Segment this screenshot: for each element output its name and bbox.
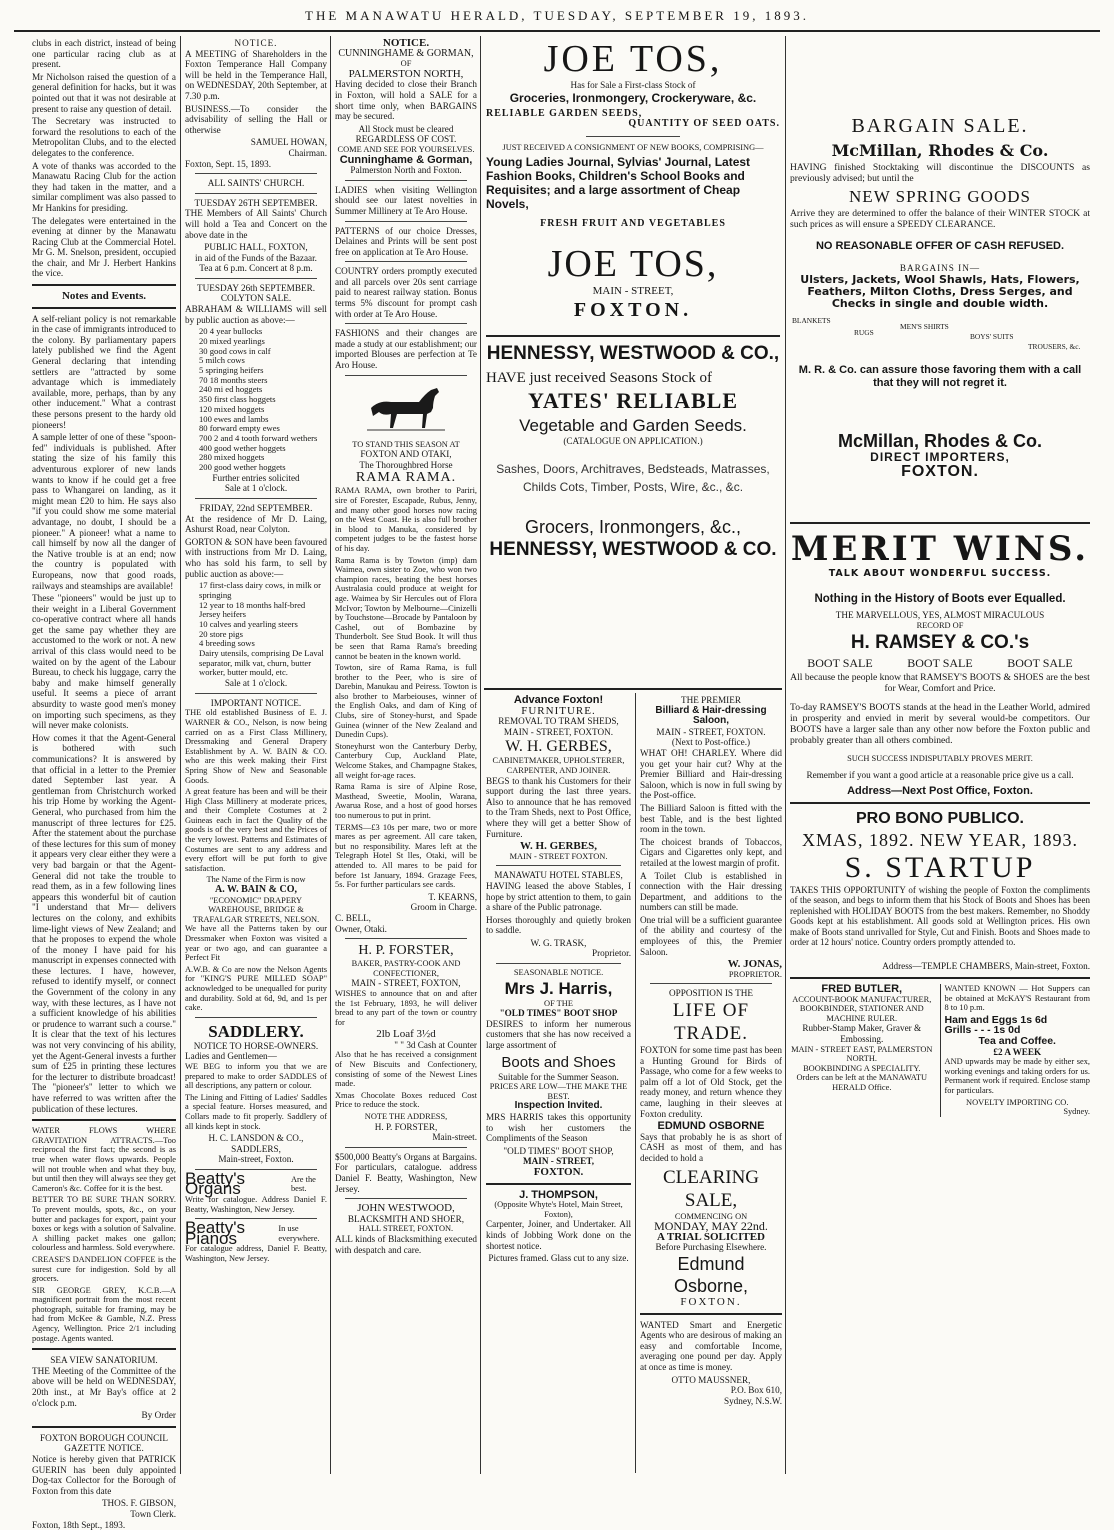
ad-heading: NOTICE. [234,38,278,48]
ad-heading: Edmund Osborne, [673,1253,749,1296]
ad-text: (Next to Post-office.) [671,737,751,748]
list-item: 5 milch cows [199,355,245,366]
list-item: 5 springing heifers [199,365,264,376]
ad-text: Xmas Chocolate Boxes reduced Cost Price to reduce the stock. [335,1090,477,1110]
organs-ad [185,1168,327,1199]
ad-text: The Name of the Firm is now [206,875,306,885]
ad-text: TO STAND THIS SEASON AT [352,439,460,449]
boot-sale-label: BOOT SALE [807,655,873,670]
butler-ad [790,984,934,1117]
boot-sale-row [790,655,1090,670]
ad-text: WANTED KNOWN — Hot Suppers can be obtained at McKAY'S Restaurant from 8 to 10 p.m. [944,983,1090,1013]
article-paragraph: The delegates were entertained in the evening at dinner by the Manawatu Racing Club at the Commercial Hotel. Mr G. M. Snelson, president, occupied the chair, and Mr J. Herbert Hankins the vice. [32,215,176,279]
column-divider [785,36,786,1474]
ad-text: Towton, sire of Rama Rama, is full brother to the Peer, who is sire of Darebin, Manukau and Peiress. Towton is also brother to Marbeiouses, winner of the English Oaks, and dam of King of Clubs, sire of Stoney-hurst, and Spade Guinea (winner of the New Zealand and Dunedin Cups). [335,663,477,740]
ad-text: COMMENCING ON [674,1211,748,1221]
ad-heading: BARGAIN SALE. [851,115,1029,137]
ad-subheading: TALK ABOUT WONDERFUL SUCCESS. [828,568,1052,580]
ad-signature: C. BELL, [335,912,371,923]
price-line: Ham and Eggs 1s 6d [944,1013,1048,1026]
ad-heading: CUNNINGHAME & GORMAN, [338,47,474,59]
list-item: 20 mixed yearlings [199,335,265,346]
ad-text: WE BEG to inform you that we are prepared to make to order SADDLES of all descriptions, any pattern or colour. [185,1061,327,1091]
ad-text: OF THE [544,998,573,1008]
ad-text: Sale at 1 o'clock. [224,483,288,494]
ad-date: Foxton, 18th Sept., 1893. [32,1519,126,1530]
ad-text: Arrive they are determined to offer the balance of their WINTER STOCK at such prices as will ensure a SPEEDY CLEARANCE. [790,208,1090,230]
ad-text: Sashes, Doors, Architraves, Bedsteads, Matrasses, Childs Cots, Timber, Posts, Wire, &c., &c. [496,462,770,495]
list-item: 70 18 months steers [199,374,268,385]
ad-text: FOXTON. [533,1165,584,1178]
ad-subheading: FURNITURE. [521,704,596,717]
ad-tagline: Are the best. [290,1174,316,1194]
stock-list [185,327,327,473]
pianos-ad [185,1218,327,1248]
ad-signature: Main-street, Foxton. [218,1154,294,1165]
ad-text: NOTE THE ADDRESS, [364,1112,448,1122]
stock-list [185,581,327,678]
ad-signature: H. P. FORSTER, [374,1121,438,1132]
ad-heading: J. THOMPSON, [519,1188,598,1201]
ad-signature: PROPRIETOR. [728,969,782,979]
ad-text: Before Purchasing Elsewhere. [655,1242,767,1253]
column-divider [480,36,481,1474]
ad-heading: SEA VIEW SANATORIUM. [50,1355,158,1366]
ad-heading: JOHN WESTWOOD, [357,1202,455,1215]
column-1 [32,38,176,1530]
article-paragraph: Mr Nicholson raised the question of a general definition for hacks, but it was pointed out that it was not desirable at present to raise any question of detail. [32,71,176,114]
ad-subheading: TUESDAY 26TH SEPTEMBER. [194,197,318,208]
ad-heading: LIFE OF TRADE. [672,1000,750,1045]
ad-text: PUBLIC HALL, FOXTON, [204,242,308,253]
ad-text: TERMS—£3 10s per mare, two or more mares as per agreement. All care taken, but no responsibility. Mares left at the Telegraph Hotel St lles, Otaki, will be attended to. All mares to be paid for before 1st January, 1894. Grazage Fees, 5s. For further particulars see cards. [335,822,477,890]
ad-text: Ladies and Gentlemen— [185,1051,277,1062]
ad-heading: FRED BUTLER, [821,982,903,995]
ad-signature: W. JONAS, [727,958,782,971]
ad-heading: H. RAMSEY & CO.'s [850,631,1030,653]
ad-signature: Sydney. [1063,1107,1090,1117]
ad-text: Tea at 6 p.m. Concert at 8 p.m. [199,263,313,274]
ad-heading: PALMERSTON NORTH, [348,67,464,80]
column-5 [640,695,782,1470]
ad-text: RAMA RAMA, own brother to Pariri, sire of Forester, Escapade, Rubus, Jenny, and many other good horses now racing on the West Coast. He is also full brother in blood to Manuka, considered by competent judges to be the fastest horse of his day. [335,486,477,553]
ad-heading: RAMA RAMA. [355,470,457,486]
list-item: 350 first class hoggets [199,394,276,405]
ad-text: Has for Sale a First-class Stock of [570,80,696,90]
ad-heading: A. W. BAIN & CO, [215,884,297,896]
ad-text: OF [400,59,412,69]
list-item: MEN'S SHIRTS [900,321,949,331]
ad-subheading: NOTICE TO HORSE-OWNERS. [193,1040,319,1051]
ad-heading: Beatty's Organs [185,1168,245,1199]
ad-heading: NEW SPRING GOODS [849,187,1031,206]
ad-heading: HENNESSY, WESTWOOD & CO., [486,342,780,364]
article-paragraph: A sample letter of one of these "spoon-fed" individuals is published. After stating the size of his family this adventurous explorer of new lands wants to know if he could get a free pass to Whangarei on landing, as it might mean £20 to him. He says also "if you could show me some material advantage, no doubt, I should be a pioneer." A pioneer! what a name to call himself by now all the danger of the Native trouble is at an end; now the country is populated with Europeans, now that good roads, railways and steamships are available! [32,432,176,591]
list-item: TROUSERS, &c. [1028,341,1081,351]
section-rule [484,688,782,690]
ad-heading: PRO BONO PUBLICO. [855,809,1024,827]
ad-signature: MAIN - STREET FOXTON. [509,851,608,861]
ad-text: HAVE just received Seasons Stock of [486,369,712,386]
ad-text: BOOKBINDING A SPECIALITY. [803,1063,921,1073]
ad-text: Rama Rama is sire of Alpine Rose, Masthead, Sweetie, Moolin, Warana, Awarua Rose, and a host of good horses too numerous to put in print. [335,782,477,820]
ad-text: ABRAHAM & WILLIAMS will sell by public auction as above:— [185,304,327,325]
ad-heading: JOE TOS, [547,242,719,285]
ad-text: REMOVAL TO TRAM SHEDS, MAIN - STREET, FOXTON. [498,716,619,737]
masthead: THE MANAWATU HERALD, TUESDAY, SEPTEMBER 19, 1893. [305,8,809,23]
ad-subheading: FRIDAY, 22nd SEPTEMBER. [199,502,313,513]
horse-icon [361,382,451,434]
column-divider [635,693,636,1473]
ad-text: HAVING finished Stocktaking will discontinue the DISCOUNTS as previously advised; but until the [790,162,1090,184]
ad-heading: Advance Foxton! [513,694,604,706]
ad-heading: Mrs J. Harris, [504,978,613,998]
ad-text: $500,000 Beatty's Organs at Bargains. For particulars, catalogue. address Daniel F. Beatty, Washington, New Jersey. [335,1151,477,1194]
ad-text: One trial will be a sufficient guarantee of the ability and courtesy of the employees of this, the Premier Saloon. [640,914,782,957]
ad-text: Horses thoroughly and quietly broken to saddle. [486,914,631,936]
ad-text: ACCOUNT-BOOK MANUFACTURER, BOOKBINDER, STATIONER AND MACHINE RULER. [792,994,932,1023]
restaurant-ad [940,984,1090,1117]
ad-text: All because the people know that RAMSEY'S BOOTS & SHOES are the best for Wear, Comfort and Price. [790,672,1090,695]
ad-heading: Groceries, Ironmongery, Crockeryware, &c. [509,90,757,105]
ad-text: Sale at 1 o'clock. [224,678,288,689]
list-item: 20 4 year bullocks [199,326,263,337]
ad-text: THE MARVELLOUS, YES, ALMOST MIRACULOUS [835,610,1045,621]
ad-text: ALL kinds of Blacksmithing executed with despatch and care. [335,1233,477,1255]
ad-heading: Vegetable and Garden Seeds. [519,415,747,435]
list-item: 80 forward empty ewes [199,423,280,434]
ad-heading: W. H. GERBES, [505,738,612,756]
ad-text: DIRECT IMPORTERS, [870,449,1010,464]
list-item: 4 breeding sows [199,638,255,649]
ad-text: (Opposite Whyte's Hotel, Main Street, Foxton), [494,1200,623,1219]
ad-text: Pictures framed. Glass cut to any size. [488,1253,629,1264]
list-item: BOYS' SUITS [970,331,1014,341]
price-line: Tea and Coffee. [978,1034,1056,1047]
price-line: " " 3d Cash at Counter [394,1039,477,1050]
ad-text: For catalogue address, Daniel F. Beatty, Washington, New Jersey. [185,1244,327,1264]
ad-heading: FOXTON. [901,463,979,481]
ad-heading: CLEARING SALE, [662,1166,760,1211]
ad-text: QUANTITY OF SEED OATS. [628,118,780,130]
ad-subheading: GAZETTE NOTICE. [64,1443,144,1454]
ad-text: (CATALOGUE ON APPLICATION.) [563,435,703,446]
ad-text: A great feature has been and will be their High Class Millinery at moderate prices, and their Complete Costumes at 2 Guineas each in fact the Quality of the goods is of the very best and the Prices of the very lowest. Patterns and Estimates of Costumes are sent to any address and every effort will be put forth to give satisfaction. [185,787,327,873]
ad-text: WANTED Smart and Energetic Agents who are desirous of making an easy and comfortable Income, averaging one pound per day. Apply at once as time is money. [640,1319,782,1372]
ad-text: A MEETING of Shareholders in the Foxton Temperance Hall Company will be held in the Temperance Hall, on WEDNESDAY, 20th September, at 7.30 p.m. [185,48,327,101]
wide-column [486,38,780,688]
ad-text: HALL STREET, FOXTON. [358,1224,454,1234]
ad-signature: OTTO MAUSSNER, [671,1374,751,1385]
ad-text: To-day RAMSEY'S BOOTS stands at the head in the Leather World, admired in prosperity and envied in merit by several would-be competitors. Our BOOTS have a larger sale than any other now before the Foxton public and probably greater than all others combined. [790,702,1090,747]
ad-text: WHAT OH! CHARLEY. Where did you get your hair cut? Why at the Premier Billiard and Hair-dressing Saloon, which is now in full swing by the Post-office. [640,747,782,801]
ad-text: GORTON & SON have been favoured with instructions from Mr D. Laing, who has sold his farm, to sell by public auction as above:— [185,536,327,579]
ad-text: A.W.B. & Co are now the Nelson Agents for "KING'S PURE MILLED SOAP" acknowledged to be unequalled for purity and durability. Sold at 6d, 9d, and 1s per cake. [185,964,327,1013]
boot-sale-label: BOOT SALE [1007,655,1073,670]
article-paragraph: clubs in each district, instead of being one particular racing club as at present. [32,38,176,70]
ad-text: A Toilet Club is established in connection with the Hair dressing Department, and additions to the numbers can still be made. [640,870,782,913]
ad-subheading: SEASONABLE NOTICE. [513,968,604,978]
list-item: BLANKETS [792,315,831,325]
ad-text: THE Meeting of the Committee of the above will be held on WEDNESDAY, 20th inst., at Mr Bay's office at 2 o'clock p.m. [32,1365,176,1408]
ad-signature: Main-street. [432,1132,477,1143]
ad-text: LADIES when visiting Wellington should see our latest novelties in Summer Millinery at Te Aro House. [335,184,477,216]
column-3 [335,38,477,1472]
list-item: 30 good cows in calf [199,345,271,356]
list-item: 200 good wether hoggets [199,462,286,473]
ad-text: RELIABLE GARDEN SEEDS, [486,107,643,119]
list-item: 20 store pigs [199,628,243,639]
ad-text: All Stock must be cleared REGARDLESS OF COST. [355,123,457,145]
ad-text: FRESH FRUIT AND VEGETABLES [540,218,726,230]
ad-text: Also that he has received a consignment of New Biscuits and Confectionery, consisting of some of the Newest Lines made. [335,1050,477,1089]
ad-signature: Sydney, N.S.W. [723,1395,782,1406]
ad-heading: Inspection Invited. [514,1100,603,1112]
ad-text: FOXTON for some time past has been a Hunting Ground for Birds of Passage, who come for a few weeks to palm off a lot of Old Stock, get the ready money, and return whence they came, laughing in their sleeves at Foxton credulity. [640,1045,782,1119]
ad-signature: THOS. F. GIBSON, [101,1498,176,1509]
small-advertisement: BETTER TO BE SURE THAN SORRY. To prevent moulds, spots, &c., on your butter and packages for export, paint your boxes or kegs with a solution of Salvaline. A shilling packet makes one gallon; colourless and harmless. Sold everywhere. [32,1195,176,1253]
ad-heading: £2 A WEEK [993,1046,1042,1057]
small-advertisement: WATER FLOWS WHERE GRAVITATION ATTRACTS.—Too reciprocal the first fact; the second is as true when water flows upwards. People will not trouble when and what they buy, but until then they will always see they get Cameron's &c. Coffee for it is the best. [32,1126,176,1193]
ad-heading: Nothing in the History of Boots ever Equalled. [814,592,1066,605]
ad-text: Carpenter, Joiner, and Undertaker. All kinds of Jobbing Work done on the shortest notice. [486,1219,631,1251]
ad-text: PRICES ARE LOW—THE MAKE THE BEST. [489,1082,628,1101]
price-line: 2lb Loaf 3½d [376,1028,436,1041]
ad-text: FASHIONS and their changes are made a study at our establishment; our imported Blouses are perfection at Te Aro House. [335,328,477,371]
ad-text: COME AND SEE FOR YOURSELVES. [337,144,475,154]
ad-text: BEGS to thank his Customers for their support during the last three years. Also to announce that he has removed to the Tram Sheds, next to Post Office, where they will get a better Show of Furniture. [486,775,631,839]
section-title: Notes and Events. [61,290,147,303]
ad-text: Rama Rama is by Towton (imp) dam Waimea, own sister to Zoe, who won two champion races, beating the best horses Australasia could produce at weight for age. Waimea by Sir Hercules out of Flora McIvor; Towton by Melbourne—Cinizelli by Touchstone—Brocade by Pantaloon by Cashel, out of Bombazine by Thunderbolt. See Stud Book. It will thus be seen that Rama Rama's breeding cannot be beaten in the known world. [335,555,477,661]
small-advertisement: SIR GEORGE GREY, K.C.B.—A magnificent portrait from the most recent photograph, suitable for framing, may be had from McKee & Gamble, N.Z. Press Agency, Wellington. Price 2/1 including postage. Agents wanted. [32,1285,176,1343]
ad-text: RECORD OF [916,620,964,630]
ad-text: MAIN - STREET EAST, PALMERSTON NORTH. [791,1044,933,1064]
ad-text: Notice is hereby given that PATRICK GUERIN has been duly appointed Dog-tax Collector for the Borough of Foxton from this date [32,1454,176,1496]
goods-list [790,316,1090,364]
ad-text: BUSINESS.—To consider the advisability of selling the Hall or otherwise [185,103,327,135]
ad-signature: Town Clerk. [130,1508,176,1519]
ad-heading: A TRIAL SOLICITED [656,1230,765,1243]
ad-subheading: OPPOSITION IS THE [668,988,754,999]
column-divider [330,36,331,1474]
ad-text: MAIN - STREET, [522,1156,595,1167]
ad-date: Foxton, Sept. 15, 1893. [185,158,272,169]
ad-heading: ALL SAINTS' CHURCH. [207,178,305,189]
ad-heading: McMillan, Rhodes & Co. [831,141,1049,160]
ad-heading: YATES' RELIABLE [527,387,739,413]
ad-text: Rubber-Stamp Maker, Graver & Embossing. [802,1023,922,1044]
list-item: 12 year to 18 months half-bred Jersey heifers [199,599,306,620]
ad-heading: Boots and Shoes [501,1053,616,1071]
ad-text: Ulsters, Jackets, Wool Shawls, Hats, Flowers, Feathers, Milton Cloths, Dress Serges, and Checks in single and double width. [800,272,1080,310]
ad-text: At the residence of Mr D. Laing, Ashurst Road, near Colyton. [185,513,327,535]
ad-text: FOXTON AND OTAKI, [360,449,452,460]
list-item: 100 ewes and lambs [199,413,269,424]
ad-text: BARGAINS IN— [899,263,981,273]
ad-heading: FOXTON. [573,298,693,321]
price-line: Grills - - - 1s 0d [944,1024,1021,1037]
ad-signature: W. H. GERBES, [520,840,597,853]
ad-text: The Billiard Saloon is fitted with the best Table, and is the best lighted room in the town. [640,802,782,835]
ad-heading: Beatty's Pianos [185,1218,245,1248]
column-6 [790,38,1090,1472]
ad-text: M. R. & Co. can assure those favoring them with a call that they will not regret it. [798,363,1082,389]
ad-heading: "OLD TIMES" BOOT SHOP [499,1008,618,1019]
ad-text: MAIN - STREET, FOXTON. [656,726,766,737]
bottom-ads [790,984,1090,1117]
ad-heading: XMAS, 1892. NEW YEAR, 1893. [801,829,1078,850]
ad-heading: H. P. FORSTER, [358,943,454,959]
ad-heading: S. STARTUP [844,850,1036,884]
ad-text: FOXTON. [680,1295,742,1308]
ad-text: THE Members of All Saints' Church will hold a Tea and Concert on the above date in the [185,208,327,240]
column-2 [185,38,327,1472]
ad-text: Address—Next Post Office, Foxton. [847,785,1033,798]
ad-tagline: In use everywhere. [278,1224,320,1243]
top-rule [14,30,1100,32]
ad-signature: SADDLERS, [231,1143,281,1154]
ad-signature: Chairman. [288,147,327,158]
ad-heading: MERIT WINS. [790,529,1090,570]
article-paragraph: The Secretary was instructed to forward the resolutions to each of the Metropolitan Clubs, and to the elected delegates to the conference. [32,116,176,158]
column-divider [180,36,181,1474]
ad-heading: HENNESSY, WESTWOOD & CO. [489,539,777,561]
ad-text: The Lining and Fitting of Ladies' Saddles a special feature. Horses measured, and Collars made to fit properly. Saddlery of all kinds kept in stock. [185,1092,327,1131]
ad-heading: EDMUND OSBORNE [657,1120,765,1133]
ad-text: The Thoroughbred Horse [359,459,453,470]
ad-text: PATTERNS of our choice Dresses, Delaines and Prints will be sent post free on application at Te Aro House. [335,225,477,257]
ad-heading: JOE TOS, [543,38,723,80]
ad-heading: Cunninghame & Gorman, [339,153,473,166]
column-4 [486,695,631,1470]
ad-text: CABINETMAKER, UPHOLSTERER, CARPENTER, AND JOINER. [492,756,625,775]
list-item: 17 first-class dairy cows, in milk or springing [199,580,321,600]
ad-text: Orders can be left at the MANAWATU HERALD Office. [796,1073,927,1092]
ad-signature: Proprietor. [591,948,631,959]
ad-text: DESIRES to inform her numerous customers that she has now received a large assortment of [486,1018,631,1051]
list-item: 700 2 and 4 tooth forward wethers [199,432,318,443]
ad-text: THE PREMIER [681,695,741,705]
article-paragraph: How comes it that the Agent-General is bothered with such communications? It is answered by that official in a letter to the Premier dated September last year. A gentleman from Christchurch worked his trip Home by working the Agent-General, who purchased from him the manuscript of three lectures for £25. After the statement about the purchase of these lectures for this sum of money it appears very clear either they were a very bad bargain or that the Agent-General did not take the trouble to read them, as in a few following lines appears this wonderful bit of caution "I understand that Mr— delivers lectures on the colony, and exhibits lime-light views of New Zealand; and that he proposes to expend the whole of the money I have paid for his manuscript in expenses connected with these lectures. I have, however, refused to identify myself, or connect the Government of the colony in any way, with these lectures, as I have not a sufficient knowledge of his abilities or prudence to warrant such a course." It is clear that the text of his lectures was not very convincing of his ability, yet the Agent-General invests a further sum of £25 in printing these lectures for the lecturer to distribute broadcast! The "pioneer's" letter to which we have referred to was written after the publication of these lectures. [32,732,176,1114]
ad-heading: Grocers, Ironmongers, &c., [524,517,742,538]
ad-heading: NO REASONABLE OFFER OF CASH REFUSED. [815,240,1065,252]
ad-text: JUST RECEIVED A CONSIGNMENT OF NEW BOOKS, COMPRISING— [502,142,764,152]
ad-signature: Groom in Charge. [410,902,477,913]
small-advertisement: CREASE'S DANDELION COFFEE is the surest cure for indigestion. Sold by all grocers. [32,1254,176,1284]
list-item: RUGS [854,327,874,337]
ad-text: HAVING leased the above Stables, I hope by strict attention to them, to gain a share of the Public patronage. [486,880,631,913]
ad-heading: McMillan, Rhodes & Co. [837,430,1042,451]
ad-heading: SADDLERY. [208,1021,304,1041]
ad-text: SUCH SUCCESS INDISPUTABLY PROVES MERIT. [847,754,1033,764]
ad-subheading: BAKER, PASTRY-COOK AND CONFECTIONER, [351,959,461,978]
ad-heading: IMPORTANT NOTICE. [210,697,302,708]
boot-sale-label: BOOT SALE [907,655,973,670]
ad-heading: MONDAY, MAY 22nd. [654,1219,768,1234]
ad-text: Address—TEMPLE CHAMBERS, Main-street, Foxton. [882,961,1090,972]
article-paragraph: A self-reliant policy is not remarkable in the case of immigrants introduced to the colony. By parliamentary papers lately published we find the Agent General declaring that intending settlers are "attracted by some advantage which is immediately available, more, perhaps, than by any other inducement." What a contrast these persons present to the hardy old pioneers! [32,313,176,430]
ad-signature: H. C. LANSDON & CO., [208,1133,304,1144]
ad-signature: T. KEARNS, [428,891,477,902]
ad-text: Stoneyhurst won the Canterbury Derby, Canterbury Cup, Auckland Plate, Welcome Stakes, and Champagne Stakes, all weight for-age races. [335,741,477,780]
ad-heading: NOTICE. [382,37,430,49]
ad-text: TAKES THIS OPPORTUNITY of wishing the people of Foxton the compliments of the season, and begs to inform them that his Stock of Boots and Shoes has been replenished with HOLIDAY BOOTS from the best makers. Remember, no Shoddy Goods kept at his establishment. All goods sold at Wellington prices. His own make of Boots stand unrivalled for Style, Cut and Finish. Boots and Shoes made to order at 12 hours' notice. Country orders promptly attended to. [790,884,1090,947]
ad-heading: FOXTON BOROUGH COUNCIL [40,1432,168,1443]
article-paragraph: These "pioneers" would be just up to their weight in a Liberal Government co-operative contract where all hands get the same pay whether they are accustomed to the work or not. A new arrival of this class would need to be waited on by the agent of the Labour Bureau, to check his luggage, carry the baby and make himself generally useful. It seems a piece of arrant absurdity to waste good men's money on importing such specimens, as they will never make colonists. [32,593,176,731]
ad-heading: COLYTON SALE. [220,293,292,304]
ad-text: MRS HARRIS takes this opportunity to wish her customers the Compliments of the Season [486,1112,631,1144]
ad-text: "ECONOMIC" DRAPERY WAREHOUSE, BRIDGE & TRAFALGAR STREETS, NELSON. [192,895,320,924]
ad-signature: P.O. Box 610, [730,1385,782,1396]
ad-text: The choicest brands of Tobaccos, Cigars and Cigarettes only kept, and retailed at the lowest margin of profit. [640,836,782,868]
ad-text: Palmerston North and Foxton. [350,165,462,176]
ad-text: in aid of the Funds of the Bazaar. [195,252,317,263]
list-item: 120 mixed hoggets [199,403,265,414]
ad-text: MAIN - STREET, [592,284,674,297]
ad-signature: Owner, Otaki. [335,923,387,934]
ad-heading: MANAWATU HOTEL STABLES, [494,870,623,881]
list-item: 10 calves and yearling steers [199,618,298,629]
ad-text: MAIN - STREET, FOXTON, [351,978,461,989]
ad-signature: NOVELTY IMPORTING CO. [966,1097,1069,1107]
list-item: Dairy utensils, comprising De Laval separator, milk vat, churn, butter worker, butter mould, etc. [199,648,324,678]
ad-text: THE old established Business of E. J. WARNER & CO., Nelson, is now being carried on as a First Class Millinery, Dressmaking and General Drapery Establishment by A. W. BAIN & CO. who are this week making their First Spring Show of New and Seasonable Goods. [185,708,327,785]
list-item: 240 mi ed hoggets [199,384,263,395]
ad-text: "OLD TIMES" BOOT SHOP, [503,1145,614,1156]
ad-text: Says that probably he is as short of CASH as most of them, and has decided to hold a [640,1131,782,1163]
ad-signature: By Order [141,1410,176,1421]
ad-heading: Billiard & Hair-dressing Saloon, [655,704,767,727]
ad-text: AND upwards may be made by either sex, working evenings and taking orders for us. Permanent work if required. Enclose stamp for particulars. [944,1057,1090,1095]
article-paragraph: A vote of thanks was accorded to the Manawatu Racing Club for the action they had taken in the matter, and a similar compliment was also passed to Mr Hankins for presiding. [32,160,176,213]
ad-text: We have all the Patterns taken by our Dressmaker when Foxton was visited a year or two ago, and can guarantee a Perfect Fit [185,924,327,963]
ad-signature: W. G. TRASK, [530,937,587,948]
ad-text: Write for catalogue. Address Daniel F. Beatty, Washington, New Jersey. [185,1195,327,1214]
ad-text: COUNTRY orders promptly executed and all parcels over 20s sent carriage paid to nearest railway station. Bonus terms 5% discount for prompt cash with order at Te Aro House. [335,266,477,319]
ad-subheading: BLACKSMITH AND SHOER, [347,1213,465,1224]
ad-text: Remember if you want a good article at a reasonable price give us a call. [806,769,1074,780]
ad-text: Further entries solicited [212,472,300,483]
ad-text: Young Ladies Journal, Sylvias' Journal, Latest Fashion Books, Children's School Books and Requisites; and a large assortment of Cheap Novels, [486,155,751,212]
ad-signature: SAMUEL HOWAN, [250,137,327,148]
ad-text: WISHES to announce that on and after the 1st February, 1893, he will deliver bread to any part of the town or country for [335,988,477,1027]
list-item: 400 good wether hoggets [199,442,286,453]
ad-text: Having decided to close their Branch in Foxton, will hold a SALE for a short time only, when BARGAINS may be secured. [335,79,477,122]
ad-subheading: TUESDAY 26th SEPTEMBER. [196,282,315,293]
ad-text: Suitable for the Summer Season. [498,1071,619,1082]
list-item: 280 mixed hoggets [199,452,265,463]
